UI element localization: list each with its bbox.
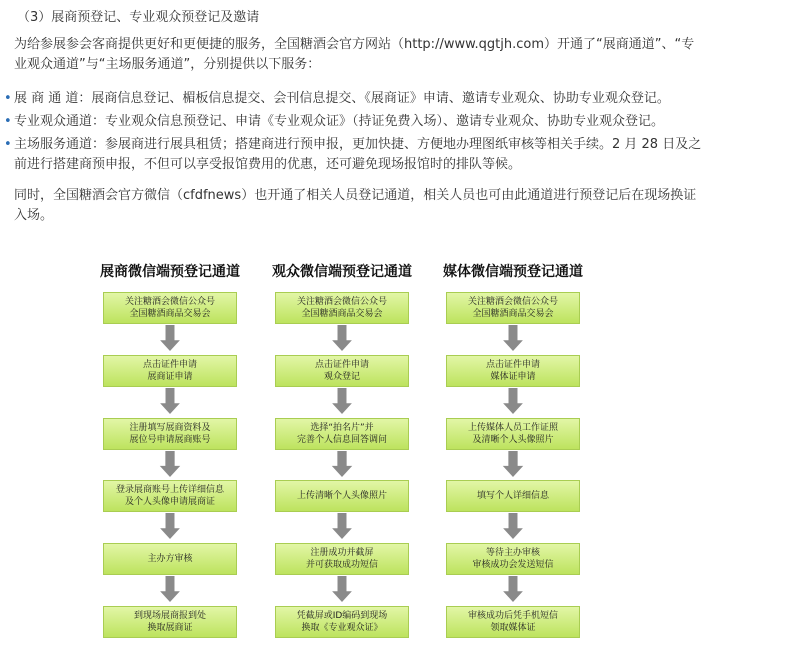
flow-step: 点击证件申请 媒体证申请 — [446, 355, 580, 387]
down-arrow-icon — [501, 451, 525, 477]
flow-step: 选择“拍名片”并 完善个人信息回答调问 — [275, 418, 409, 450]
list-item: • 展 商 通 道：展商信息登记、楣板信息提交、会刊信息提交、《展商证》申请、邀请专业观众、协助专业观众登记。 — [4, 89, 704, 109]
service-list — [4, 89, 704, 178]
flow-title: 观众微信端预登记通道 — [272, 264, 412, 280]
flow-title: 展商微信端预登记通道 — [100, 264, 240, 280]
down-arrow-icon — [330, 513, 354, 539]
flow-step: 审核成功后凭手机短信 领取媒体证 — [446, 606, 580, 638]
down-arrow-icon — [330, 451, 354, 477]
flow-step: 注册填写展商资料及 展位号申请展商账号 — [103, 418, 237, 450]
flow-step: 关注糖酒会微信公众号 全国糖酒商品交易会 — [275, 292, 409, 324]
down-arrow-icon — [158, 451, 182, 477]
flow-step: 点击证件申请 观众登记 — [275, 355, 409, 387]
list-item: • 专业观众通道：专业观众信息预登记、申请《专业观众证》（持证免费入场）、邀请专业观众、协助专业观众登记。 — [4, 112, 704, 132]
down-arrow-icon — [330, 576, 354, 602]
down-arrow-icon — [158, 388, 182, 414]
flow-step: 登录展商账号上传详细信息 及个人头像申请展商证 — [103, 480, 237, 512]
flow-step: 等待主办审核 审核成功会发送短信 — [446, 543, 580, 575]
flow-step: 主办方审核 — [103, 543, 237, 575]
flow-step: 注册成功并截屏 并可获取成功短信 — [275, 543, 409, 575]
down-arrow-icon — [330, 325, 354, 351]
outro-paragraph: 同时，全国糖酒会官方微信（cfdfnews）也开通了相关人员登记通道，相关人员也可由此通道进行预登记后在现场换证入场。 — [14, 188, 697, 223]
list-item: • 主场服务通道：参展商进行展具租赁；搭建商进行预申报，更加快捷、方便地办理图纸审核等相关手续。2 月 28 日及之前进行搭建商预申报，不但可以享受报馆费用的优惠，还可避免现场报馆时的排队等候。 — [4, 137, 702, 172]
down-arrow-icon — [158, 325, 182, 351]
down-arrow-icon — [501, 388, 525, 414]
flow-step: 点击证件申请 展商证申请 — [103, 355, 237, 387]
bullet-icon: • — [4, 137, 12, 152]
intro-paragraph: 为给参展参会客商提供更好和更便捷的服务，全国糖酒会官方网站（http://www.qgtjh.com）开通了“展商通道”、“专业观众通道”与“主场服务通道”，分别提供以下服务： — [14, 37, 695, 72]
flow-step: 关注糖酒会微信公众号 全国糖酒商品交易会 — [446, 292, 580, 324]
flow-title: 媒体微信端预登记通道 — [443, 264, 583, 280]
down-arrow-icon — [501, 576, 525, 602]
down-arrow-icon — [330, 388, 354, 414]
bullet-icon: • — [4, 91, 12, 106]
flow-step: 上传媒体人员工作证照 及清晰个人头像照片 — [446, 418, 580, 450]
down-arrow-icon — [501, 325, 525, 351]
down-arrow-icon — [501, 513, 525, 539]
bullet-icon: • — [4, 114, 12, 129]
down-arrow-icon — [158, 576, 182, 602]
section-title: （3）展商预登记、专业观众预登记及邀请 — [17, 10, 260, 25]
flow-step: 凭截屏或ID编码到现场 换取《专业观众证》 — [275, 606, 409, 638]
flow-step: 关注糖酒会微信公众号 全国糖酒商品交易会 — [103, 292, 237, 324]
flow-step: 上传清晰个人头像照片 — [275, 480, 409, 512]
down-arrow-icon — [158, 513, 182, 539]
flow-step: 填写个人详细信息 — [446, 480, 580, 512]
flow-step: 到现场展商报到处 换取展商证 — [103, 606, 237, 638]
